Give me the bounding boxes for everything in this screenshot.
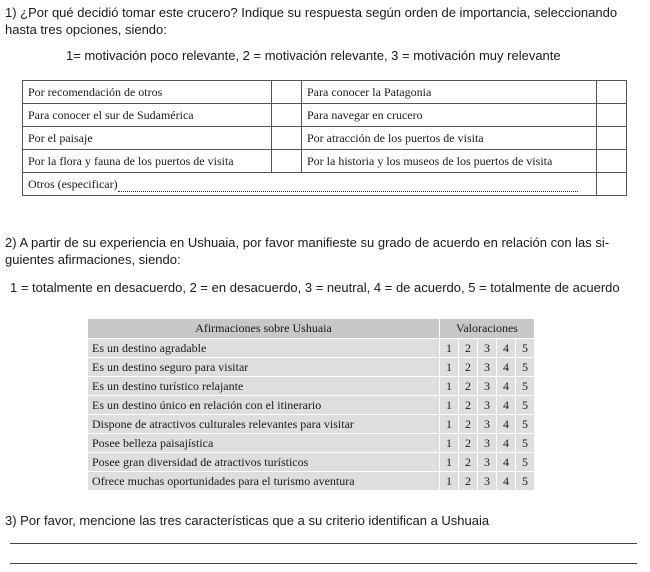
rating-option-1[interactable]: 1 <box>440 453 459 472</box>
rating-option-1[interactable]: 1 <box>440 434 459 453</box>
rating-option-4[interactable]: 4 <box>497 453 516 472</box>
table-row <box>23 104 627 127</box>
rating-option-2[interactable]: 2 <box>459 396 478 415</box>
rating-option-2[interactable]: 2 <box>459 358 478 377</box>
option-label: Para navegar en crucero <box>302 104 597 127</box>
rating-option-1[interactable]: 1 <box>440 396 459 415</box>
rating-option-2[interactable]: 2 <box>459 434 478 453</box>
rank-box[interactable] <box>272 104 302 127</box>
table-row <box>23 81 627 104</box>
rating-option-1[interactable]: 1 <box>440 339 459 358</box>
option-label: Para conocer la Patagonia <box>302 81 597 104</box>
answer-line[interactable] <box>10 563 637 564</box>
option-label: Por recomendación de otros <box>23 81 272 104</box>
rating-option-3[interactable]: 3 <box>478 377 497 396</box>
table-row <box>23 173 627 196</box>
rating-option-3[interactable]: 3 <box>478 415 497 434</box>
rating-option-2[interactable]: 2 <box>459 472 478 491</box>
rating-option-2[interactable]: 2 <box>459 377 478 396</box>
table-row <box>88 453 535 472</box>
ushuaia-ratings-table <box>87 318 535 491</box>
statement: Es un destino agradable <box>88 339 440 358</box>
statement: Posee belleza paisajística <box>88 434 440 453</box>
rating-option-3[interactable]: 3 <box>478 434 497 453</box>
statement: Es un destino seguro para visitar <box>88 358 440 377</box>
table-row <box>23 127 627 150</box>
rating-option-4[interactable]: 4 <box>497 434 516 453</box>
rank-box[interactable] <box>597 81 627 104</box>
rating-option-3[interactable]: 3 <box>478 396 497 415</box>
option-label: Por atracción de los puertos de visita <box>302 127 597 150</box>
motivation-table <box>22 80 627 196</box>
rank-box[interactable] <box>272 127 302 150</box>
rating-option-3[interactable]: 3 <box>478 339 497 358</box>
option-label: Por la historia y los museos de los puertos de visita <box>302 150 597 173</box>
rating-option-5[interactable]: 5 <box>516 358 535 377</box>
rating-option-2[interactable]: 2 <box>459 339 478 358</box>
statement: Es un destino turístico relajante <box>88 377 440 396</box>
rating-option-5[interactable]: 5 <box>516 434 535 453</box>
table-row <box>88 472 535 491</box>
question-1-scale: 1= motivación poco relevante, 2 = motivación relevante, 3 = motivación muy relevante <box>66 48 561 63</box>
rating-option-1[interactable]: 1 <box>440 358 459 377</box>
ratings-header: Valoraciones <box>440 319 535 339</box>
table-row <box>88 377 535 396</box>
rank-box[interactable] <box>597 173 627 196</box>
rating-option-4[interactable]: 4 <box>497 396 516 415</box>
other-label: Otros (especificar) <box>28 176 118 191</box>
question-3-text: 3) Por favor, mencione las tres características que a su criterio identifican a Ushuaia <box>5 513 490 528</box>
rating-option-3[interactable]: 3 <box>478 358 497 377</box>
rating-option-5[interactable]: 5 <box>516 453 535 472</box>
question-1-text: 1) ¿Por qué decidió tomar este crucero? Indique su respuesta según orden de importancia, seleccionando hasta tres opciones, siendo: <box>5 5 618 37</box>
option-label: Por el paisaje <box>23 127 272 150</box>
rating-option-4[interactable]: 4 <box>497 339 516 358</box>
statement: Dispone de atractivos culturales relevantes para visitar <box>88 415 440 434</box>
table-row <box>23 150 627 173</box>
rank-box[interactable] <box>272 81 302 104</box>
rating-option-5[interactable]: 5 <box>516 377 535 396</box>
rank-box[interactable] <box>597 150 627 173</box>
rating-option-5[interactable]: 5 <box>516 415 535 434</box>
rank-box[interactable] <box>597 127 627 150</box>
rank-box[interactable] <box>597 104 627 127</box>
rating-option-5[interactable]: 5 <box>516 472 535 491</box>
statement: Ofrece muchas oportunidades para el turismo aventura <box>88 472 440 491</box>
statement: Posee gran diversidad de atractivos turísticos <box>88 453 440 472</box>
rating-option-4[interactable]: 4 <box>497 415 516 434</box>
answer-line[interactable] <box>10 543 637 544</box>
rating-option-4[interactable]: 4 <box>497 377 516 396</box>
table-row <box>88 434 535 453</box>
rating-option-2[interactable]: 2 <box>459 453 478 472</box>
option-label: Por la flora y fauna de los puertos de visita <box>23 150 272 173</box>
rating-option-3[interactable]: 3 <box>478 472 497 491</box>
statement: Es un destino único en relación con el itinerario <box>88 396 440 415</box>
question-2-scale: 1 = totalmente en desacuerdo, 2 = en desacuerdo, 3 = neutral, 4 = de acuerdo, 5 = totalmente de acuerdo <box>10 280 620 295</box>
rank-box[interactable] <box>272 150 302 173</box>
rating-option-3[interactable]: 3 <box>478 453 497 472</box>
table-row <box>88 358 535 377</box>
rating-option-5[interactable]: 5 <box>516 396 535 415</box>
other-blank[interactable] <box>118 191 578 192</box>
table-row <box>88 415 535 434</box>
rating-option-1[interactable]: 1 <box>440 377 459 396</box>
other-option[interactable] <box>23 173 597 196</box>
table-row <box>88 396 535 415</box>
rating-option-1[interactable]: 1 <box>440 415 459 434</box>
table-row <box>88 339 535 358</box>
rating-option-2[interactable]: 2 <box>459 415 478 434</box>
rating-option-1[interactable]: 1 <box>440 472 459 491</box>
rating-option-4[interactable]: 4 <box>497 358 516 377</box>
rating-option-4[interactable]: 4 <box>497 472 516 491</box>
option-label: Para conocer el sur de Sudamérica <box>23 104 272 127</box>
statements-header: Afirmaciones sobre Ushuaia <box>88 319 440 339</box>
question-2-text: 2) A partir de su experiencia en Ushuaia, por favor manifieste su grado de acuerdo en relación con las si-guientes afirmaciones, siendo: <box>5 235 610 267</box>
rating-option-5[interactable]: 5 <box>516 339 535 358</box>
